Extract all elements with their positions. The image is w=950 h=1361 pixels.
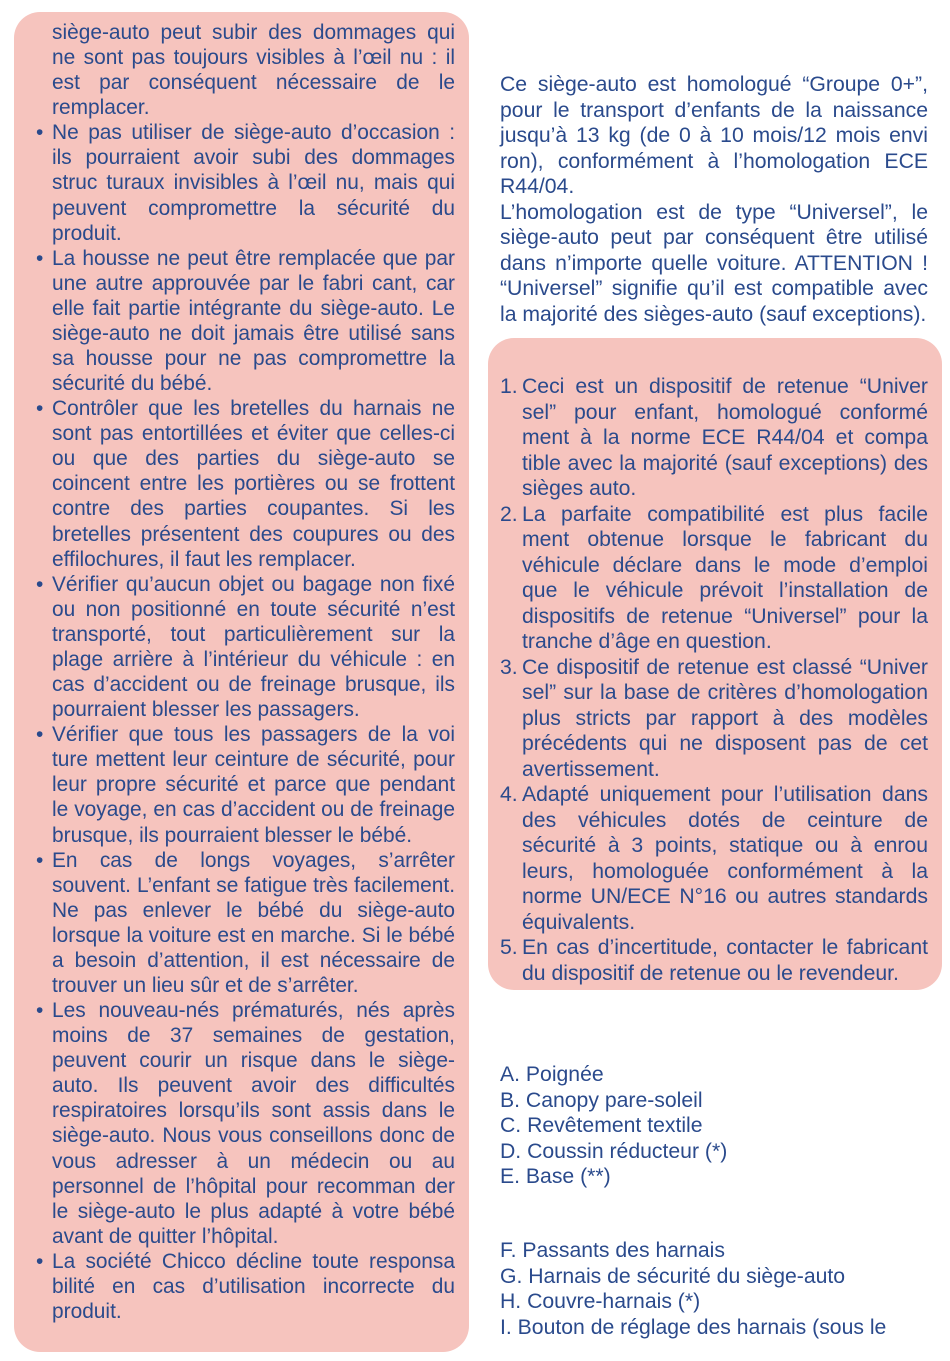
warning-bullet-text: • Les nouveau-nés prématurés, nés après moins de 37 semaines de gestation, peuvent courir un risque dans le siège-auto. Ils peuvent avoir des difficultés respiratoires lorsqu’ils sont assis dans le siège-auto. Nous vous conseillons donc de vous adresser à un médecin ou au personnel de l’hôpital pour recomman der le siège-auto le plus adapté à votre bébé avant de quitter l’hôpital. [52, 999, 455, 1248]
warning-bullet [34, 120, 455, 245]
warning-bullet [34, 1249, 455, 1324]
notice-item-number: 4. [500, 783, 518, 806]
notice-item-text: Ce dispositif de retenue est classé “Univer sel” sur la base de critères d’homologation plus stricts par rapport à des modèles précédents qui ne disposent pas de cet avertissement. [522, 655, 928, 781]
warning-bullet-text: • Vérifier que tous les passagers de la voi ture mettent leur ceinture de sécurité, pour leur propre sécurité et parce que pendant le voyage, en cas d’accident ou de freinage brusque, ils pourraient blesser le bébé. [52, 723, 455, 847]
part-label: G. Harnais de sécurité du siège-auto [500, 1264, 846, 1288]
part-label: I. Bouton de réglage des harnais (sous le [500, 1315, 887, 1339]
part-label: B. Canopy pare-soleil [500, 1088, 703, 1112]
notice-item-number: 2. [500, 502, 518, 526]
warning-bullet-text: • Ne pas utiliser de siège-auto d’occasion : ils pourraient avoir subi des dommages struc turaux invisibles à l’œil nu, mais qui peuvent compromettre la sécurité du produit. [52, 121, 455, 245]
parts-list-b [500, 1238, 930, 1340]
notice-item-text: En cas d’incertitude, contacter le fabricant du dispositif de retenue ou le revendeur. [522, 936, 928, 985]
part-label: D. Coussin réducteur (*) [500, 1139, 728, 1163]
warning-intro-text: siège-auto peut subir des dommages qui ne sont pas toujours visibles à l’œil nu : il est par conséquent nécessaire de le remplacer. [52, 21, 455, 120]
warning-bullet-text: • La housse ne peut être remplacée que par une autre approuvée par le fabri cant, car elle fait partie intégrante du siège-auto. Le siège-auto ne doit jamais être utilisé sans sa housse pour ne pas compromettre la sécurité du bébé. [52, 246, 455, 396]
warning-bullet-text: • Vérifier qu’aucun objet ou bagage non fixé ou non positionné en toute sécurité n’est transporté, tout particulièrement sur la plage arrière à l’intérieur du véhicule : en cas d’accident ou de freinage brusque, ils pourraient blesser les passagers. [52, 572, 455, 722]
notice-item-number: 3. [500, 655, 518, 679]
notice-item-text: Ceci est un dispositif de retenue “Univer sel” pour enfant, homologué conformé ment à la norme ECE R44/04 et compa tible avec la majorité (sauf exceptions) des sièges auto. [522, 375, 928, 500]
warning-bullet [34, 848, 455, 998]
part-label: E. Base (**) [500, 1165, 611, 1188]
warnings-panel [14, 12, 469, 1352]
universal-notice-panel [488, 338, 942, 990]
warning-bullet [34, 396, 455, 572]
warning-bullet [34, 572, 455, 722]
notice-item-number: 1. [500, 375, 518, 398]
part-label: A. Poignée [500, 1063, 604, 1086]
warning-bullet [34, 246, 455, 396]
parts-list-a [500, 1062, 930, 1190]
warning-bullet [34, 722, 455, 847]
warning-bullet [34, 998, 455, 1249]
warning-bullet-text: • En cas de longs voyages, s’arrêter souvent. L’enfant se fatigue très facilement. Ne pas enlever le bébé du siège-auto lorsque la voiture est en marche. Si le bébé a besoin d’attention, il est nécessaire de trouver un lieu sûr et de s’arrêter. [52, 848, 455, 997]
part-label: H. Couvre-harnais (*) [500, 1290, 701, 1313]
warning-bullet-text: • La société Chicco décline toute responsa bilité en cas d’utilisation incorrecte du produit. [52, 1249, 455, 1323]
notice-item [500, 655, 928, 783]
homologation-paragraph: L’homologation est de type “Universel”, le siège-auto peut par conséquent être utilisé dans n’importe quelle voiture. ATTENTION ! “Universel” signifie qu’il est compatible avec la majorité des sièges-auto (sauf exceptions). [500, 200, 928, 326]
part-label: C. Revêtement textile [500, 1114, 703, 1137]
notice-item [500, 935, 928, 986]
homologation-section [500, 72, 928, 327]
notice-item-text: La parfaite compatibilité est plus facile ment obtenue lorsque le fabricant du véhicule déclare dans le mode d’emploi que le véhicule prévoit l’installation de dispositifs de retenue “Universel” pour la tranche d’âge en question. [522, 502, 928, 653]
notice-item-number: 5. [500, 936, 518, 959]
notice-item-text: Adapté uniquement pour l’utilisation dans des véhicules dotés de ceinture de sécurité à 3 points, statique ou à enrou leurs, homologuée conformément à la norme UN/ECE N°16 ou autres standards équivalents. [522, 783, 928, 934]
notice-item [500, 502, 928, 655]
part-label: F. Passants des harnais [500, 1239, 725, 1262]
notice-item [500, 782, 928, 935]
homologation-paragraph: Ce siège-auto est homologué “Groupe 0+”, pour le transport d’enfants de la naissance jusqu’à 13 kg (de 0 à 10 mois/12 mois envi ron), conformément à l’homologation ECE R44/04. [500, 73, 928, 198]
notice-item [500, 374, 928, 502]
warning-bullet-text: • Contrôler que les bretelles du harnais ne sont pas entortillées et éviter que celles-ci ou que des parties du siège-auto se coincent entre les portières ou se frottent contre des parties coupantes. Si les bretelles présentent des coupures ou des effilochures, il faut les remplacer. [52, 397, 455, 571]
